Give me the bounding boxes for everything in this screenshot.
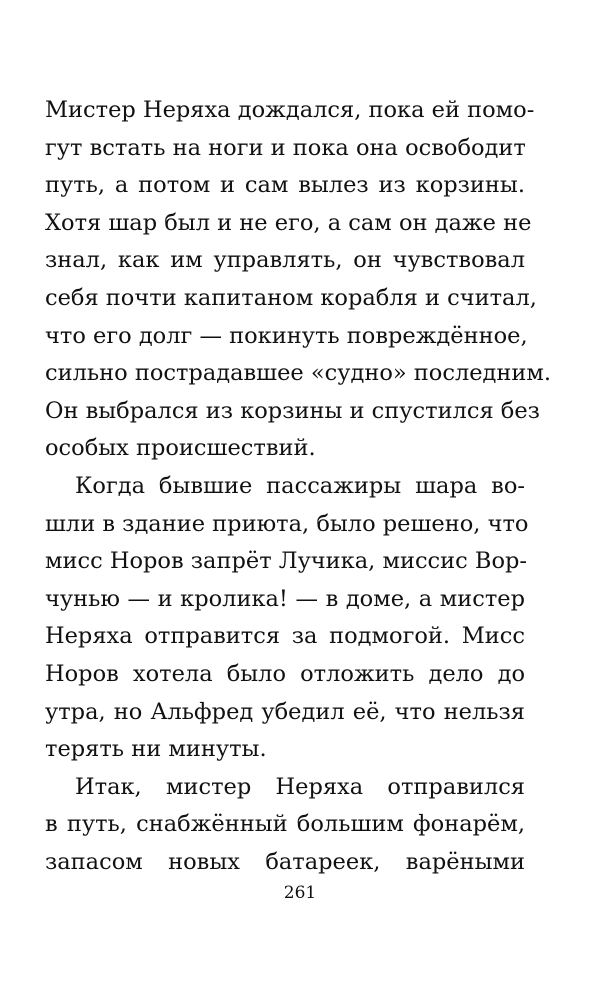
text-line: Итак, мистер Неряха отправился [75, 773, 525, 800]
text-line: знал, как им управлять, он чувствовал [45, 247, 525, 274]
text-line: путь, а потом и сам вылез из корзины. [45, 172, 525, 199]
text-line: утра, но Альфред убедил её, что нельзя [45, 698, 525, 725]
text-line: Когда бывшие пассажиры шара во- [75, 472, 525, 499]
paragraph-3 [45, 769, 525, 882]
text-line: Хотя шар был и не его, а сам он даже не [45, 209, 532, 236]
text-line: шли в здание приюта, было решено, что [45, 510, 529, 537]
page-body [45, 92, 552, 881]
text-line: в путь, снабжённый большим фонарём, [45, 811, 525, 838]
text-line: себя почти капитаном корабля и считал, [45, 284, 537, 311]
text-line: Он выбрался из корзины и спустился без [45, 397, 540, 424]
text-line: сильно пострадавшее «судно» последним. [45, 360, 552, 387]
text-line: терять ни минуты. [45, 736, 267, 763]
page-number: 261 [283, 883, 317, 903]
text-line: что его долг — покинуть повреждённое, [45, 322, 528, 349]
text-line: Неряха отправится за подмогой. Мисс [45, 623, 525, 650]
text-line: Мистер Неряха дождался, пока ей помо- [45, 97, 535, 123]
paragraph-1 [45, 92, 552, 468]
paragraph-2 [45, 468, 529, 769]
text-line: особых происшествий. [45, 435, 316, 462]
text-line: мисс Норов запрёт Лучика, миссис Вор- [45, 548, 527, 575]
text-line: запасом новых батареек, варёными [45, 848, 525, 875]
text-line: чунью — и кролика! — в доме, а мистер [45, 585, 525, 612]
text-line: гут встать на ноги и пока она освободит [45, 134, 526, 161]
text-line: Норов хотела было отложить дело до [45, 660, 525, 687]
